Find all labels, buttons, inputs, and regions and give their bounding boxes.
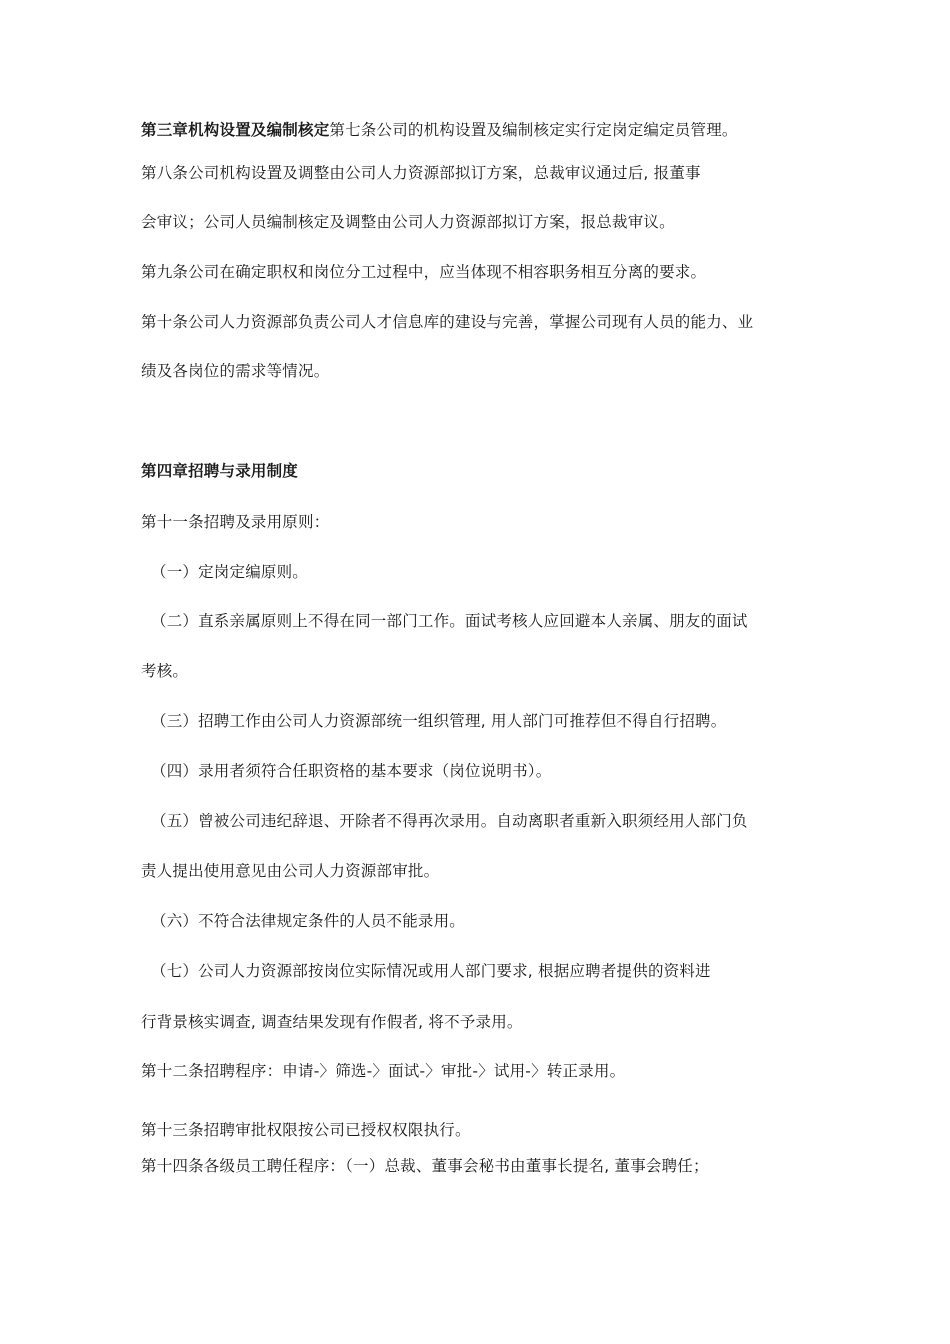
article-10-line-1: 第十条公司人力资源部负责公司人才信息库的建设与完善，掌握公司现有人员的能力、业	[141, 313, 754, 331]
article-7: 第七条公司的机构设置及编制核定实行定岗定编定员管理。	[329, 121, 738, 139]
article-9: 第九条公司在确定职权和岗位分工过程中，应当体现不相容职务相互分离的要求。	[141, 263, 707, 281]
article-10-line-2: 绩及各岗位的需求等情况。	[141, 362, 330, 380]
article-8-line-1: 第八条公司机构设置及调整由公司人力资源部拟订方案，总裁审议通过后, 报董事	[141, 164, 701, 182]
article-11-item-2-line-2: 考核。	[141, 662, 189, 680]
article-14: 第十四条各级员工聘任程序：（一）总裁、董事会秘书由董事长提名, 董事会聘任；	[141, 1157, 709, 1175]
chapter3-heading: 第三章机构设置及编制核定	[141, 121, 330, 139]
article-11-item-7-line-1: （七）公司人力资源部按岗位实际情况或用人部门要求, 根据应聘者提供的资料进	[151, 962, 711, 980]
chapter3-line	[141, 120, 738, 140]
article-12: 第十二条招聘程序：申请-〉筛选-〉面试-〉审批-〉试用-〉转正录用。	[141, 1062, 626, 1080]
article-13: 第十三条招聘审批权限按公司已授权权限执行。	[141, 1121, 471, 1139]
article-11-item-5-line-2: 责人提出使用意见由公司人力资源部审批。	[141, 862, 440, 880]
article-11-item-6: （六）不符合法律规定条件的人员不能录用。	[151, 912, 466, 930]
article-11-item-1: （一）定岗定编原则。	[151, 563, 309, 581]
article-11-item-5-line-1: （五）曾被公司违纪辞退、开除者不得再次录用。自动离职者重新入职须经用人部门负	[151, 812, 748, 830]
article-11-item-2-line-1: （二）直系亲属原则上不得在同一部门工作。面试考核人应回避本人亲属、朋友的面试	[151, 612, 748, 630]
article-11-item-4: （四）录用者须符合任职资格的基本要求（岗位说明书）。	[151, 762, 552, 780]
article-11-item-3: （三）招聘工作由公司人力资源部统一组织管理, 用人部门可推荐但不得自行招聘。	[151, 712, 727, 730]
chapter4-heading: 第四章招聘与录用制度	[141, 462, 299, 480]
article-8-line-2: 会审议；公司人员编制核定及调整由公司人力资源部拟订方案，报总裁审议。	[141, 213, 675, 231]
article-11-item-7-line-2: 行背景核实调查, 调查结果发现有作假者, 将不予录用。	[141, 1013, 523, 1031]
article-11: 第十一条招聘及录用原则：	[141, 513, 330, 531]
